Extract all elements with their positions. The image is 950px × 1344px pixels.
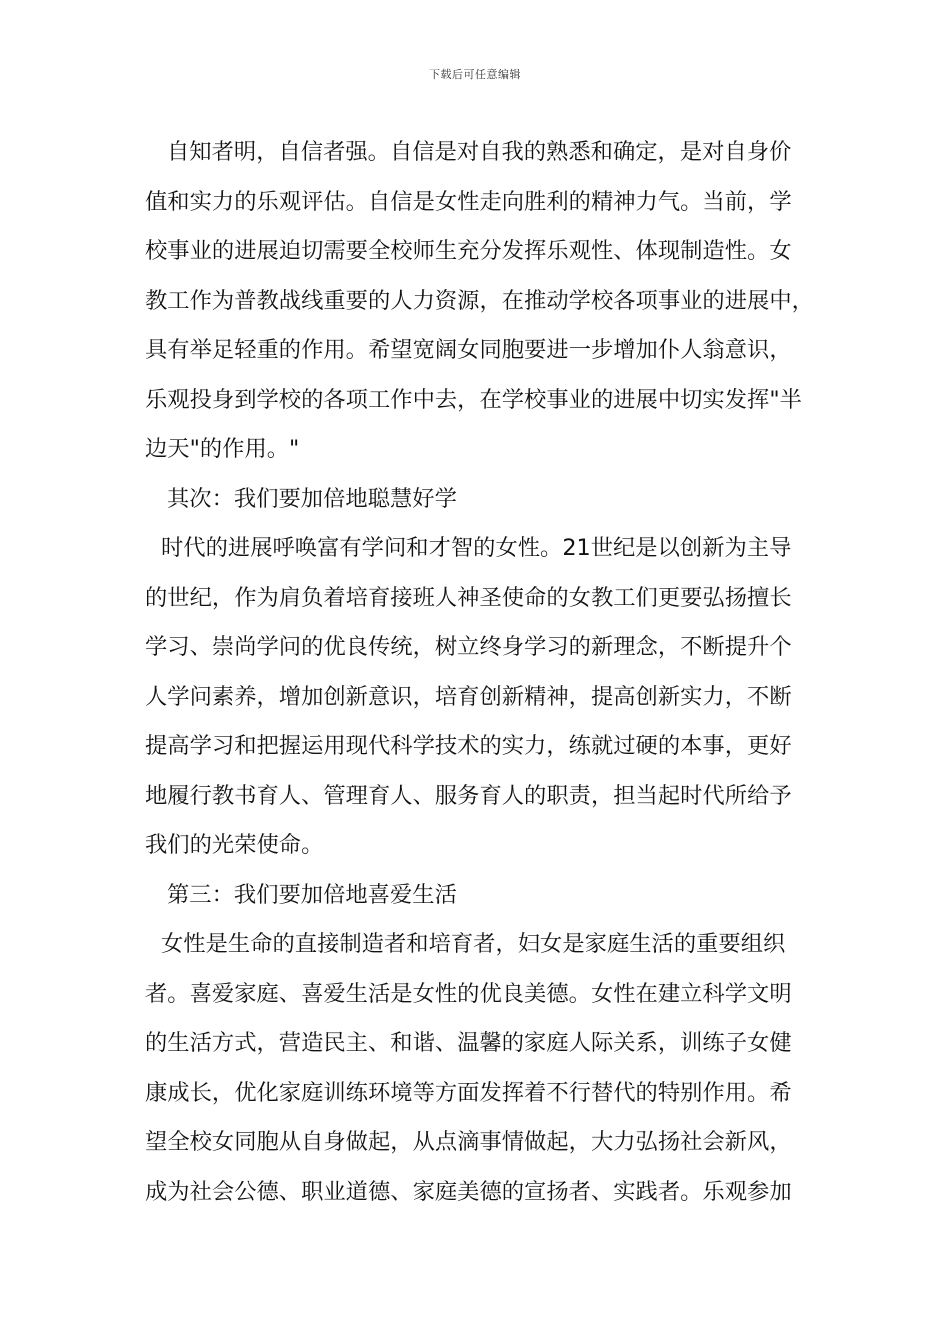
section-heading: 其次：我们要加倍地聪慧好学 bbox=[167, 485, 457, 512]
document-body bbox=[145, 128, 825, 1217]
section-heading: 第三：我们要加倍地喜爱生活 bbox=[167, 881, 457, 908]
paragraph-line: 值和实力的乐观评估。自信是女性走向胜利的精神力气。当前，学 bbox=[145, 188, 792, 215]
paragraph-self-confidence bbox=[145, 128, 825, 475]
paragraph-line: 校事业的进展迫切需要全校师生充分发挥乐观性、体现制造性。女 bbox=[145, 238, 792, 264]
paragraph-line: 我们的光荣使命。 bbox=[145, 832, 324, 858]
paragraph-line: 望全校女同胞从自身做起，从点滴事情做起，大力弘扬社会新风， bbox=[145, 1129, 792, 1155]
paragraph-line: 成为社会公德、职业道德、家庭美德的宣扬者、实践者。乐观参加 bbox=[145, 1178, 792, 1205]
paragraph-line: 自知者明，自信者强。自信是对自我的熟悉和确定，是对自身价 bbox=[167, 139, 792, 165]
paragraph-line: 者。喜爱家庭、喜爱生活是女性的优良美德。女性在建立科学文明 bbox=[145, 980, 792, 1007]
page-header: 下载后可任意编辑 bbox=[429, 68, 521, 81]
paragraph-line: 女性是生命的直接制造者和培育者，妇女是家庭生活的重要组织 bbox=[161, 931, 786, 957]
paragraph-line: 教工作为普教战线重要的人力资源，在推动学校各项事业的进展中， bbox=[145, 287, 814, 314]
section-heading-third bbox=[145, 871, 825, 921]
paragraph-line: 时代的进展呼唤富有学问和才智的女性。21世纪是以创新为主导 bbox=[161, 535, 792, 561]
paragraph-learning bbox=[145, 524, 825, 871]
paragraph-line: 地履行教书育人、管理育人、服务育人的职责，担当起时代所给予 bbox=[145, 782, 792, 809]
paragraph-line: 边天"的作用。" bbox=[145, 436, 300, 462]
paragraph-life bbox=[145, 920, 825, 1217]
paragraph-line: 学习、崇尚学问的优良传统，树立终身学习的新理念，不断提升个 bbox=[145, 634, 792, 660]
paragraph-line: 提高学习和把握运用现代科学技术的实力，练就过硬的本事，更好 bbox=[145, 733, 792, 759]
paragraph-line: 的世纪，作为肩负着培育接班人神圣使命的女教工们更要弘扬擅长 bbox=[145, 584, 792, 611]
paragraph-line: 具有举足轻重的作用。希望宽阔女同胞要进一步增加仆人翁意识， bbox=[145, 337, 792, 363]
section-heading-second bbox=[145, 475, 825, 525]
paragraph-line: 乐观投身到学校的各项工作中去，在学校事业的进展中切实发挥"半 bbox=[145, 386, 802, 413]
paragraph-line: 的生活方式，营造民主、和谐、温馨的家庭人际关系，训练子女健 bbox=[145, 1030, 792, 1056]
paragraph-line: 人学问素养，增加创新意识，培育创新精神，提高创新实力，不断 bbox=[145, 683, 792, 710]
paragraph-line: 康成长，优化家庭训练环境等方面发挥着不行替代的特别作用。希 bbox=[145, 1079, 792, 1106]
